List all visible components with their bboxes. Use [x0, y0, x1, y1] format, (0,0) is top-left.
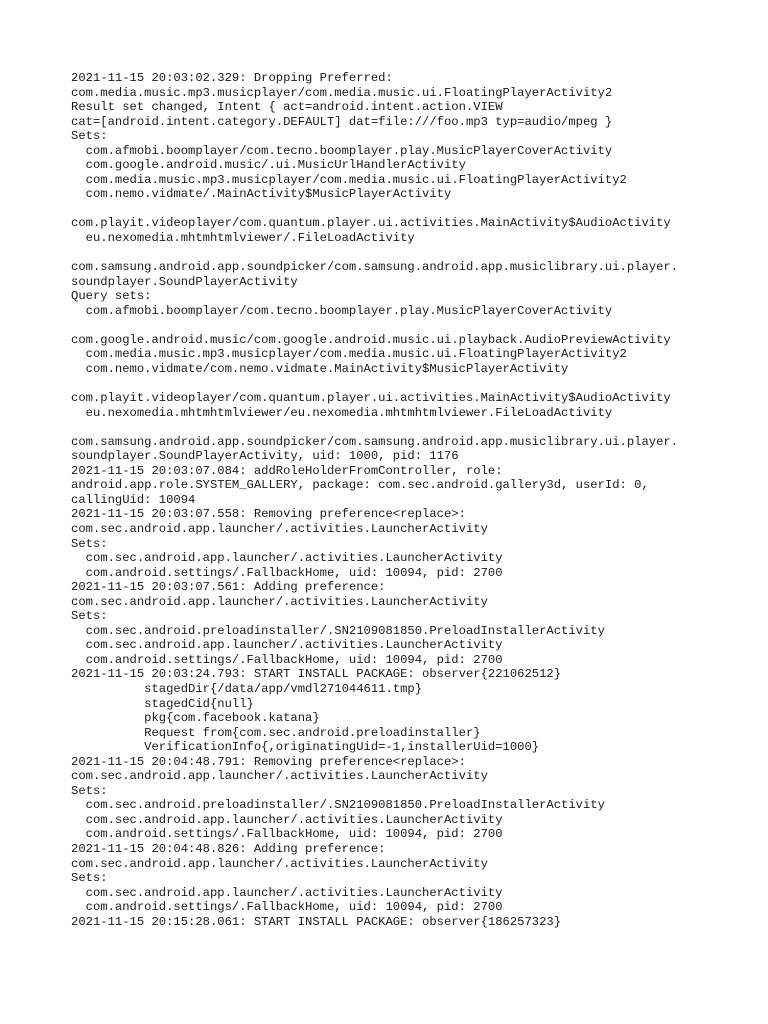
log-line: com.afmobi.boomplayer/com.tecno.boomplayer.play.MusicPlayerCoverActivity	[71, 303, 613, 318]
log-line: android.app.role.SYSTEM_GALLERY, package: com.sec.android.gallery3d, userId: 0,	[71, 478, 649, 493]
log-line: 2021-11-15 20:03:07.558: Removing preference<replace>:	[71, 507, 466, 522]
log-line	[71, 420, 751, 435]
log-line: com.google.android.music/com.google.android.music.ui.playback.AudioPreviewActivity	[71, 332, 671, 347]
log-line: callingUid: 10094	[71, 492, 196, 507]
log-line: com.playit.videoplayer/com.quantum.player.ui.activities.MainActivity$AudioActivity	[71, 216, 671, 231]
log-text	[71, 71, 751, 929]
log-line: com.afmobi.boomplayer/com.tecno.boomplayer.play.MusicPlayerCoverActivity	[71, 143, 613, 158]
log-line: com.android.settings/.FallbackHome, uid: 10094, pid: 2700	[71, 565, 503, 580]
log-line: 2021-11-15 20:03:02.329: Dropping Preferred:	[71, 71, 393, 85]
log-line: Sets:	[71, 871, 108, 886]
log-line: com.sec.android.preloadinstaller/.SN2109081850.PreloadInstallerActivity	[71, 623, 605, 638]
log-line: com.sec.android.app.launcher/.activities.LauncherActivity	[71, 812, 503, 827]
log-line: cat=[android.intent.category.DEFAULT] dat=file:///foo.mp3 typ=audio/mpeg }	[71, 114, 613, 129]
log-line: com.samsung.android.app.soundpicker/com.samsung.android.app.musiclibrary.ui.player.	[71, 434, 679, 449]
log-line: com.android.settings/.FallbackHome, uid: 10094, pid: 2700	[71, 900, 503, 915]
log-line	[71, 246, 751, 261]
log-line	[71, 202, 751, 217]
log-line: pkg{com.facebook.katana}	[71, 711, 320, 726]
log-line: com.android.settings/.FallbackHome, uid: 10094, pid: 2700	[71, 652, 503, 667]
log-line: Sets:	[71, 783, 108, 798]
log-line: com.nemo.vidmate/.MainActivity$MusicPlayerActivity	[71, 187, 452, 202]
log-line: com.sec.android.preloadinstaller/.SN2109081850.PreloadInstallerActivity	[71, 798, 605, 813]
log-line: Query sets:	[71, 289, 152, 304]
log-line: com.nemo.vidmate/com.nemo.vidmate.MainActivity$MusicPlayerActivity	[71, 361, 569, 376]
log-line: com.media.music.mp3.musicplayer/com.media.music.ui.FloatingPlayerActivity2	[71, 172, 627, 187]
log-line: 2021-11-15 20:03:24.793: START INSTALL PACKAGE: observer{221062512}	[71, 667, 562, 682]
log-line: 2021-11-15 20:04:48.826: Adding preference:	[71, 841, 386, 856]
document-page	[71, 71, 751, 929]
log-line: 2021-11-15 20:03:07.084: addRoleHolderFromController, role:	[71, 463, 503, 478]
log-line: com.sec.android.app.launcher/.activities.LauncherActivity	[71, 594, 488, 609]
log-line: com.google.android.music/.ui.MusicUrlHandlerActivity	[71, 158, 466, 173]
log-line: Sets:	[71, 609, 108, 624]
log-line: soundplayer.SoundPlayerActivity, uid: 1000, pid: 1176	[71, 449, 459, 464]
log-line: eu.nexomedia.mhtmhtmlviewer/eu.nexomedia.mhtmhtmlviewer.FileLoadActivity	[71, 405, 613, 420]
log-line: 2021-11-15 20:03:07.561: Adding preference:	[71, 580, 386, 595]
log-line: Sets:	[71, 536, 108, 551]
log-line: com.playit.videoplayer/com.quantum.player.ui.activities.MainActivity$AudioActivity	[71, 391, 671, 406]
log-line: com.sec.android.app.launcher/.activities.LauncherActivity	[71, 521, 488, 536]
log-line: VerificationInfo{,originatingUid=-1,installerUid=1000}	[71, 740, 540, 755]
log-line: com.samsung.android.app.soundpicker/com.samsung.android.app.musiclibrary.ui.player.	[71, 260, 679, 275]
log-line: 2021-11-15 20:04:48.791: Removing preference<replace>:	[71, 754, 466, 769]
log-line: Sets:	[71, 129, 108, 144]
log-line: stagedCid{null}	[71, 696, 254, 711]
log-line: com.android.settings/.FallbackHome, uid: 10094, pid: 2700	[71, 827, 503, 842]
log-line: com.sec.android.app.launcher/.activities.LauncherActivity	[71, 551, 503, 566]
log-line: eu.nexomedia.mhtmhtmlviewer/.FileLoadActivity	[71, 231, 415, 246]
log-line	[71, 376, 751, 391]
log-line: soundplayer.SoundPlayerActivity	[71, 274, 298, 289]
log-line: 2021-11-15 20:15:28.061: START INSTALL PACKAGE: observer{186257323}	[71, 914, 562, 929]
log-line: Request from{com.sec.android.preloadinstaller}	[71, 725, 481, 740]
log-line: com.media.music.mp3.musicplayer/com.media.music.ui.FloatingPlayerActivity2	[71, 85, 613, 100]
log-line: com.sec.android.app.launcher/.activities.LauncherActivity	[71, 885, 503, 900]
log-line	[71, 318, 751, 333]
log-line: com.sec.android.app.launcher/.activities.LauncherActivity	[71, 856, 488, 871]
log-line: com.media.music.mp3.musicplayer/com.media.music.ui.FloatingPlayerActivity2	[71, 347, 627, 362]
log-line: Result set changed, Intent { act=android.intent.action.VIEW	[71, 100, 503, 115]
log-line: com.sec.android.app.launcher/.activities.LauncherActivity	[71, 638, 503, 653]
log-line: com.sec.android.app.launcher/.activities.LauncherActivity	[71, 769, 488, 784]
log-line: stagedDir{/data/app/vmdl271044611.tmp}	[71, 681, 423, 696]
